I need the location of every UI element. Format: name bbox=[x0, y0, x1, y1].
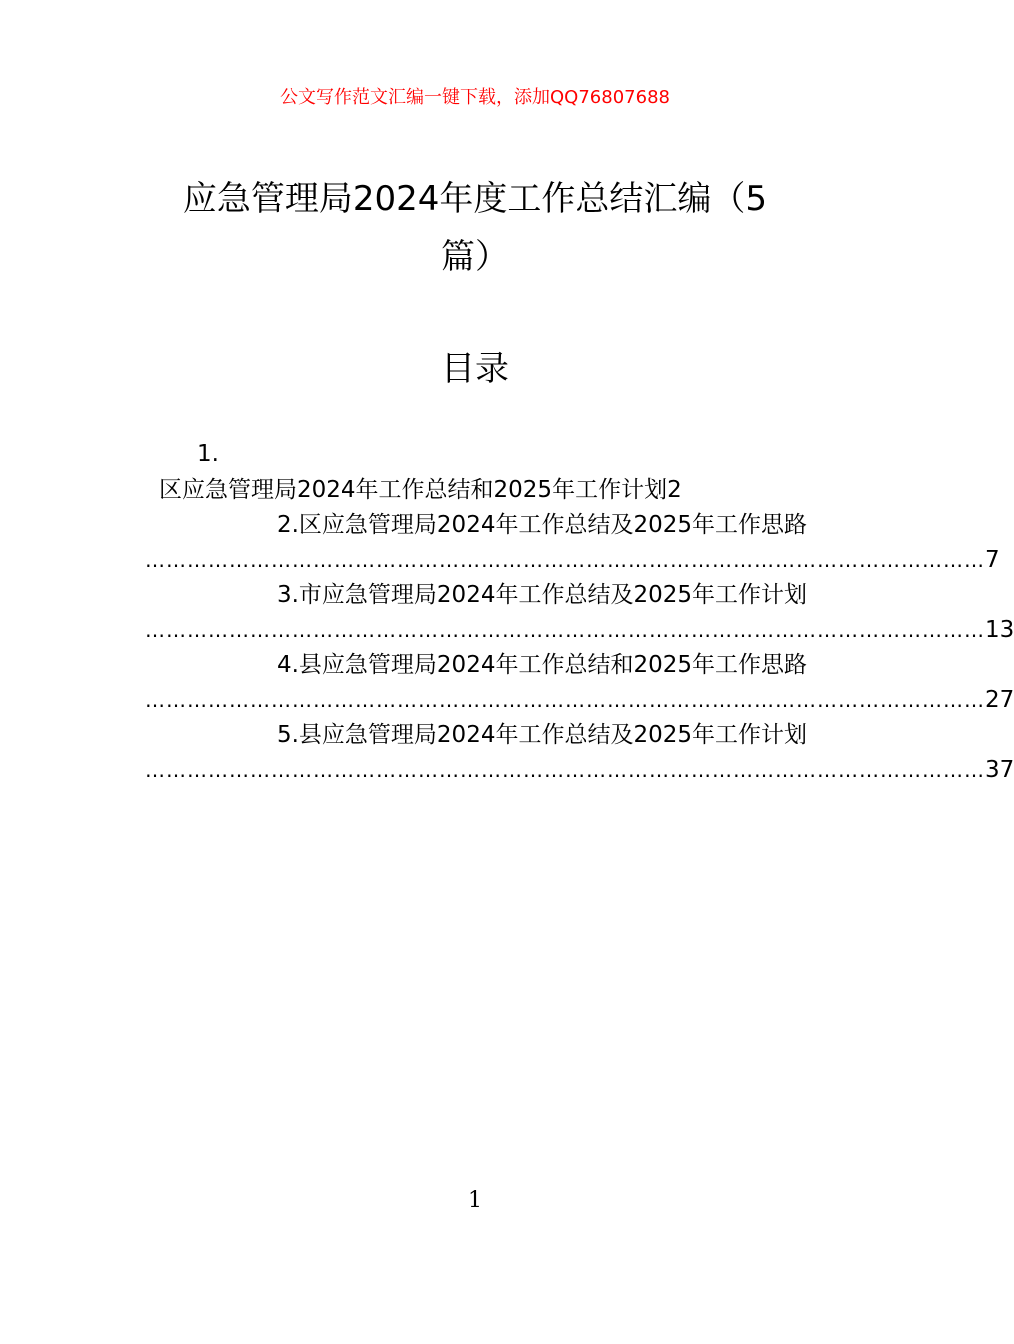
toc-entry-text: 区应急管理局2024年工作总结和2025年工作计划 bbox=[159, 477, 668, 503]
toc-entry-page: 7 bbox=[985, 547, 1000, 573]
toc-entry-text-with-page bbox=[145, 472, 807, 508]
toc-leader-line bbox=[145, 683, 1014, 718]
toc-entry-number: 3. bbox=[276, 582, 299, 608]
toc-entry-text: 县应急管理局2024年工作总结及2025年工作计划 bbox=[298, 722, 807, 748]
toc-entry-4[interactable] bbox=[145, 648, 1014, 718]
leader-dots: ………………………………………………………………………………………………………… bbox=[145, 758, 985, 782]
download-banner: 公文写作范文汇编一键下载，添加QQ76807688 bbox=[280, 87, 670, 108]
toc-entry-text-line bbox=[145, 648, 807, 683]
toc-entry-number: 2. bbox=[276, 512, 299, 538]
page-number: 1 bbox=[468, 1188, 482, 1213]
toc-entry-text: 县应急管理局2024年工作总结和2025年工作思路 bbox=[298, 652, 807, 678]
toc-entry-number: 4. bbox=[276, 652, 299, 678]
toc-entry-text: 市应急管理局2024年工作总结及2025年工作计划 bbox=[298, 582, 807, 608]
toc-leader-line bbox=[145, 613, 1014, 648]
toc-leader-line bbox=[145, 543, 1000, 578]
toc-entry-page: 27 bbox=[985, 687, 1014, 713]
toc-entry-text-line bbox=[145, 508, 807, 543]
toc-entry-3[interactable] bbox=[145, 578, 1014, 648]
toc-entry-2[interactable] bbox=[145, 508, 1000, 578]
toc-entry-text: 区应急管理局2024年工作总结及2025年工作思路 bbox=[298, 512, 807, 538]
toc-leader-line bbox=[145, 753, 1014, 788]
toc-entry-page: 37 bbox=[985, 757, 1014, 783]
leader-dots: ………………………………………………………………………………………………………… bbox=[145, 618, 985, 642]
toc-entry-text-line bbox=[145, 578, 807, 613]
toc-entry-number: 1. bbox=[197, 441, 219, 467]
leader-dots: ………………………………………………………………………………………………………… bbox=[145, 548, 985, 572]
toc-entry-5[interactable] bbox=[145, 718, 1014, 788]
toc-entry-page: 2 bbox=[667, 477, 682, 503]
toc-entry-text-line bbox=[145, 718, 807, 753]
toc-entry-page: 13 bbox=[985, 617, 1014, 643]
toc-entry-1[interactable] bbox=[145, 436, 807, 508]
toc-entry-number: 5. bbox=[276, 722, 299, 748]
document-title: 应急管理局2024年度工作总结汇编（5篇） bbox=[182, 179, 768, 277]
leader-dots: ………………………………………………………………………………………………………… bbox=[145, 688, 985, 712]
toc-heading: 目录 bbox=[441, 349, 509, 389]
table-of-contents bbox=[145, 436, 1014, 788]
